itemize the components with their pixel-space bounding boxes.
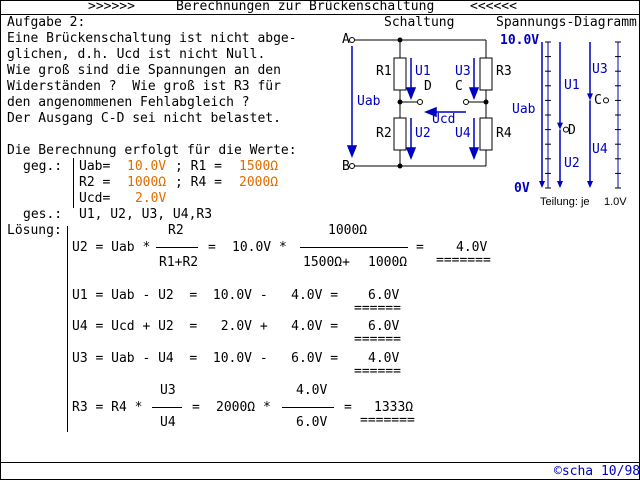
- given-r4-value: 2000Ω: [239, 175, 279, 190]
- label-r1: R1: [376, 64, 392, 79]
- label-uab: Uab: [357, 94, 381, 109]
- diagram-arrow-u2: [557, 130, 563, 188]
- u2-eq2: =: [416, 240, 424, 255]
- diagram-arrow-uab: [539, 42, 545, 188]
- given-ucd-value: 2.0V: [135, 191, 167, 206]
- r3-num2: 4.0V: [296, 383, 328, 398]
- circuit-title: Schaltung: [384, 15, 455, 30]
- label-ucd: Ucd: [432, 112, 456, 127]
- u2-num2: 1000Ω: [328, 223, 368, 238]
- header-arrows-right: <<<<<<: [470, 0, 517, 14]
- r3-result: 1333Ω: [374, 400, 414, 415]
- u3-result: 4.0V: [368, 351, 400, 366]
- u2-den1: R1+R2: [159, 255, 199, 270]
- u2-eq1: =: [208, 240, 216, 255]
- task-line-1: Eine Brückenschaltung ist nicht abge-: [7, 31, 297, 46]
- diagram-node-c: C: [594, 93, 602, 108]
- r3-den1: U4: [160, 415, 176, 430]
- given-label: geg.:: [23, 159, 63, 174]
- task-heading: Aufgabe 2:: [7, 15, 86, 30]
- diagram-scale-label: Teilung: je: [540, 196, 590, 208]
- u2-den2b: 1000Ω: [368, 255, 408, 270]
- header-title: Berechnungen zur Brückenschaltung: [176, 0, 435, 14]
- u3-underline: ======: [354, 364, 401, 379]
- u4-underline: ======: [354, 332, 401, 347]
- task-line-6: Der Ausgang C-D sei nicht belastet.: [7, 111, 281, 126]
- u1-underline: ======: [354, 301, 401, 316]
- diagram-bottom-label: 0V: [514, 181, 530, 196]
- diagram-scale-value: 1.0V: [604, 196, 627, 208]
- label-u4: U4: [455, 126, 471, 141]
- task-line-3: Wie groß sind die Spannungen an den: [7, 63, 281, 78]
- diagram-label-uab: Uab: [512, 102, 536, 117]
- diagram-arrow-u1: [557, 42, 563, 130]
- label-u2: U2: [415, 126, 431, 141]
- solution-label: Lösung:: [7, 223, 62, 238]
- diagram-label-u3: U3: [592, 62, 608, 77]
- given-r1-value: 1500Ω: [239, 159, 279, 174]
- diagram-marker-c: [604, 98, 609, 103]
- node-b: B: [342, 159, 350, 174]
- label-u3: U3: [455, 64, 471, 79]
- diagram-title: Spannungs-Diagramm: [496, 15, 637, 30]
- given-r4-label: ; R4 =: [175, 175, 222, 190]
- task-intro: Die Berechnung erfolgt für die Werte:: [7, 143, 297, 158]
- node-d: D: [424, 79, 432, 94]
- given-uab-label: Uab=: [79, 159, 111, 174]
- task-line-4: Widerständen ? Wie groß ist R3 für: [7, 79, 281, 94]
- u1-formula: U1 = Uab - U2 = 10.0V - 4.0V =: [72, 288, 339, 303]
- u4-result: 6.0V: [368, 319, 400, 334]
- label-r3: R3: [496, 64, 512, 79]
- u2-den2a: 1500Ω+: [303, 255, 350, 270]
- diagram-label-u1: U1: [564, 78, 580, 93]
- label-u1: U1: [415, 64, 431, 79]
- task-line-5: den angenommenen Fehlabgleich ?: [7, 95, 250, 110]
- diagram-label-u2: U2: [564, 156, 580, 171]
- r3-eq2: =: [344, 400, 352, 415]
- r3-mid: 2000Ω *: [216, 400, 271, 415]
- diagram-node-d: D: [568, 123, 576, 138]
- node-a: A: [342, 32, 350, 47]
- label-r4: R4: [496, 126, 512, 141]
- node-c: C: [455, 79, 463, 94]
- u2-num1: R2: [168, 223, 184, 238]
- diagram-label-u4: U4: [592, 142, 608, 157]
- diagram-top-label: 10.0V: [500, 33, 540, 48]
- r3-num1: U3: [160, 383, 176, 398]
- header-arrows-left: >>>>>>: [88, 0, 135, 14]
- u4-formula: U4 = Ucd + U2 = 2.0V + 4.0V =: [72, 319, 339, 334]
- given-r1-label: ; R1 =: [175, 159, 222, 174]
- label-r2: R2: [376, 126, 392, 141]
- given-r2-label: R2 =: [79, 175, 111, 190]
- task-line-2: glichen, d.h. Ucd ist nicht Null.: [7, 47, 266, 62]
- r3-den2: 6.0V: [296, 415, 328, 430]
- r3-underline: =======: [360, 413, 415, 428]
- given-uab-value: 10.0V: [127, 159, 167, 174]
- r3-lhs: R3 = R4 *: [72, 400, 143, 415]
- u2-mid: 10.0V *: [232, 240, 287, 255]
- given-ucd-label: Ucd=: [79, 191, 111, 206]
- u3-formula: U3 = Uab - U4 = 10.0V - 6.0V =: [72, 351, 339, 366]
- r3-eq1: =: [192, 400, 200, 415]
- u2-lhs: U2 = Uab *: [72, 240, 151, 255]
- footer-copyright: ©scha 10/98: [554, 464, 640, 479]
- u1-result: 6.0V: [368, 288, 400, 303]
- wanted-label: ges.:: [23, 207, 63, 222]
- given-r2-value: 1000Ω: [127, 175, 167, 190]
- u2-result: 4.0V: [456, 240, 488, 255]
- u2-underline: =======: [436, 253, 491, 268]
- wanted-text: U1, U2, U3, U4,R3: [79, 207, 213, 222]
